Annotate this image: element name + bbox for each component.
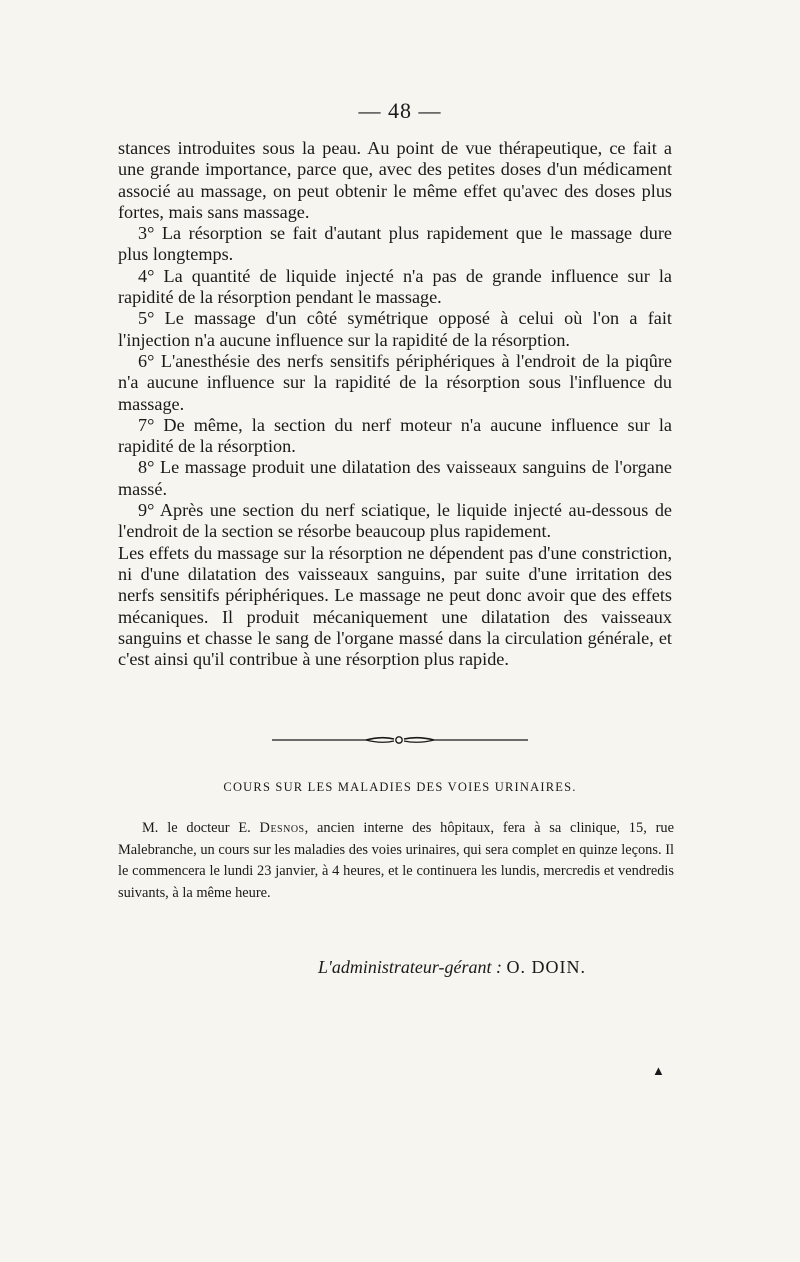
paragraph-continuation: stances introduites sous la peau. Au point de vue thérapeutique, ce fait a une grande importance, parce que, avec des petites doses d'un médicament associé au massage, on peut obtenir le même effet qu'avec des doses plus fortes, mais sans massage. — [118, 138, 672, 222]
notice-title: COURS SUR LES MALADIES DES VOIES URINAIRES. — [223, 780, 577, 794]
signature — [318, 957, 678, 978]
conclusion-5: 5° Le massage d'un côté symétrique opposé à celui où l'on a fait l'injection n'a aucune influence sur la rapidité de la résorption. — [118, 308, 672, 350]
conclusion-4: 4° La quantité de liquide injecté n'a pas de grande influence sur la rapidité de la résorption pendant le massage. — [118, 265, 672, 308]
signature-name: O. DOIN. — [506, 957, 586, 977]
conclusion-7: 7° De même, la section du nerf moteur n'a aucune influence sur la rapidité de la résorption. — [118, 414, 672, 457]
signature-label: L'administrateur-gérant : — [318, 957, 502, 977]
conclusion-9: 9° Après une section du nerf sciatique, le liquide injecté au-dessous de l'endroit de la section se résorbe beaucoup plus rapidement. — [118, 500, 672, 542]
summary-paragraph: Les effets du massage sur la résorption ne dépendent pas d'une constriction, ni d'une dilatation des vaisseaux sanguins, par suite d'une irritation des nerfs sensitifs périphériques. Le massage ne peut donc avoir que des effets mécaniques. Il produit mécaniquement une dilatation des vaisseaux sanguins et chasse le sang de l'organe massé dans la circulation générale, et c'est ainsi qu'il contribue à une résorption plus rapide. — [118, 542, 672, 670]
page-number: — 48 — — [358, 98, 442, 123]
printer-mark: ▲ — [652, 1063, 665, 1078]
doctor-name: Desnos — [259, 820, 305, 836]
notice-paragraph — [118, 818, 674, 904]
ornament-divider — [272, 730, 528, 750]
notice-body — [118, 818, 674, 904]
notice-text-rest: , ancien interne des hôpitaux, fera à sa clinique, 15, rue Malebranche, un cours sur les maladies des voies urinaires, qui sera complet en quinze leçons. Il le commencera le lundi 23 janvier, à 4 heures, et le continuera les lundis, mercredis et vendredis suivants, à la même heure. — [118, 820, 674, 901]
conclusion-8: 8° Le massage produit une dilatation des vaisseaux sanguins de l'organe massé. — [118, 457, 672, 499]
conclusion-3: 3° La résorption se fait d'autant plus rapidement que le massage dure plus longtemps. — [118, 223, 672, 265]
conclusion-6: 6° L'anesthésie des nerfs sensitifs périphériques à l'endroit de la piqûre n'a aucune influence sur la rapidité de la résorption sous l'influence du massage. — [118, 350, 672, 414]
main-text — [118, 138, 672, 670]
notice-text-start: M. le docteur E. — [142, 820, 260, 836]
